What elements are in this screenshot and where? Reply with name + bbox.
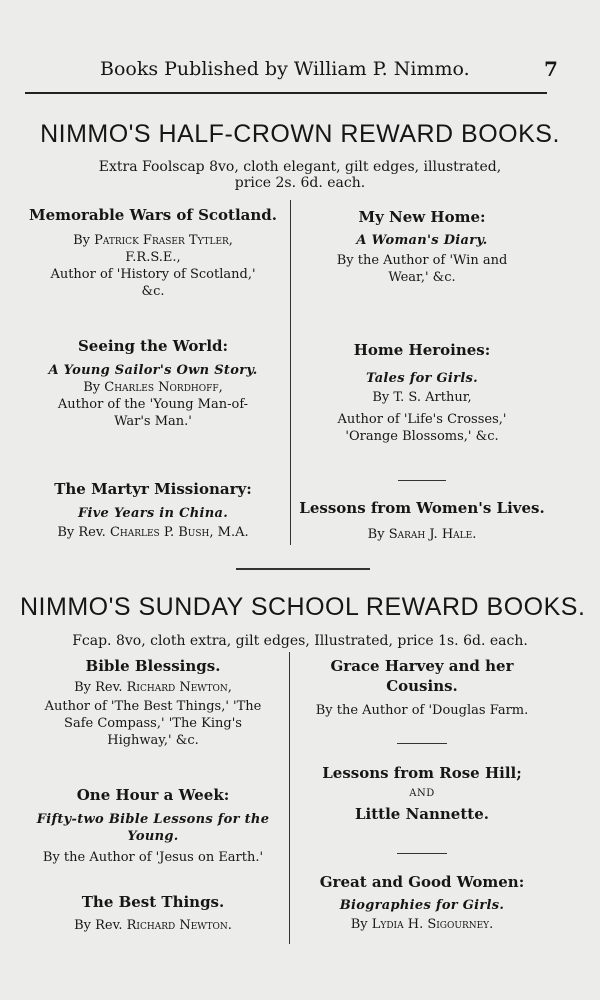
book-subtitle: Biographies for Girls. xyxy=(339,898,505,913)
book-title: Great and Good Women: xyxy=(319,873,525,891)
entry-separator xyxy=(397,743,447,744)
book-author-line: By Rev. Charles P. Bush, M.A. xyxy=(57,525,249,540)
book-detail: Highway,' &c. xyxy=(107,733,199,748)
author-name: Sarah J. Hale. xyxy=(388,527,477,542)
book-entry xyxy=(20,785,286,866)
book-entry xyxy=(20,892,286,934)
section-2-title: NIMMO'S SUNDAY SCHOOL REWARD BOOKS. xyxy=(20,593,586,621)
section-1-column-divider xyxy=(290,200,291,545)
book-detail: Author of 'The Best Things,' 'The xyxy=(44,699,262,714)
book-title: Lessons from Women's Lives. xyxy=(299,499,545,517)
book-entry xyxy=(292,763,552,824)
book-detail: &c. xyxy=(141,284,165,299)
book-title: Cousins. xyxy=(386,677,458,695)
book-author-line: By Rev. Richard Newton, xyxy=(74,680,232,695)
book-detail: 'Orange Blossoms,' &c. xyxy=(345,429,499,444)
book-subtitle: Tales for Girls. xyxy=(365,371,479,386)
book-detail: Author of 'Life's Crosses,' xyxy=(337,412,507,427)
section-2-column-divider xyxy=(289,652,290,944)
book-title: The Best Things. xyxy=(81,893,225,911)
book-entry xyxy=(294,340,550,445)
book-entry xyxy=(20,656,286,749)
author-name: Charles P. Bush, M.A. xyxy=(109,525,249,540)
book-detail: Author of the 'Young Man-of- xyxy=(57,397,249,412)
book-entry xyxy=(294,498,550,543)
book-detail: Safe Compass,' 'The King's xyxy=(64,716,242,731)
and-connector: AND xyxy=(409,788,435,799)
book-entry xyxy=(294,207,550,286)
section-1-subtitle-2: price 2s. 6d. each. xyxy=(234,175,366,191)
book-subtitle: A Woman's Diary. xyxy=(356,233,488,248)
book-title: Bible Blessings. xyxy=(85,657,221,675)
book-title: Home Heroines: xyxy=(353,341,491,359)
book-entry xyxy=(292,656,552,719)
book-author-line: By Rev. Richard Newton. xyxy=(74,918,232,933)
book-detail: Author of 'History of Scotland,' xyxy=(50,267,256,282)
running-head: Books Published by William P. Nimmo. xyxy=(100,58,470,80)
book-subtitle: Five Years in China. xyxy=(77,506,229,521)
book-detail: By the Author of 'Douglas Farm. xyxy=(315,703,529,718)
entry-separator xyxy=(397,853,447,854)
book-title: Seeing the World: xyxy=(77,337,229,355)
author-name: Charles Nordhoff, xyxy=(104,380,223,395)
book-author-line: By Sarah J. Hale. xyxy=(367,527,477,542)
header-rule xyxy=(25,92,547,94)
book-detail: War's Man.' xyxy=(114,414,192,429)
book-detail: By the Author of 'Win and xyxy=(336,253,508,268)
section-2-subtitle: Fcap. 8vo, cloth extra, gilt edges, Illustrated, price 1s. 6d. each. xyxy=(72,633,528,649)
book-title: Grace Harvey and her xyxy=(330,657,514,675)
book-title: Lessons from Rose Hill; xyxy=(322,764,522,782)
book-detail: By T. S. Arthur, xyxy=(372,390,472,405)
book-detail: F.R.S.E., xyxy=(125,250,181,265)
author-name: Richard Newton, xyxy=(126,680,232,695)
entry-separator xyxy=(398,480,446,481)
book-entry xyxy=(20,336,286,430)
book-title: Memorable Wars of Scotland. xyxy=(28,206,278,224)
book-subtitle: Young. xyxy=(127,829,179,844)
book-detail: Wear,' &c. xyxy=(388,270,456,285)
book-subtitle: Fifty-two Bible Lessons for the xyxy=(36,812,270,827)
section-divider xyxy=(236,568,370,570)
book-entry xyxy=(20,205,286,300)
page-number: 7 xyxy=(544,57,558,81)
book-subtitle: A Young Sailor's Own Story. xyxy=(48,363,258,378)
section-1-title: NIMMO'S HALF-CROWN REWARD BOOKS. xyxy=(40,120,560,148)
book-title: One Hour a Week: xyxy=(76,786,230,804)
book-title: Little Nannette. xyxy=(355,805,489,823)
book-title: The Martyr Missionary: xyxy=(54,480,252,498)
author-name: Lydia H. Sigourney. xyxy=(371,917,494,932)
book-author-line: By Lydia H. Sigourney. xyxy=(350,917,494,932)
author-name: Patrick Fraser Tytler, xyxy=(94,233,233,248)
section-1-subtitle-1: Extra Foolscap 8vo, cloth elegant, gilt edges, illustrated, xyxy=(98,159,502,175)
book-detail: By the Author of 'Jesus on Earth.' xyxy=(42,850,264,865)
book-entry xyxy=(20,479,286,541)
book-author-line: By Patrick Fraser Tytler, xyxy=(73,233,233,248)
book-entry xyxy=(292,872,552,933)
book-author-line: By Charles Nordhoff, xyxy=(83,380,223,395)
author-name: Richard Newton. xyxy=(126,918,232,933)
book-title: My New Home: xyxy=(358,208,486,226)
